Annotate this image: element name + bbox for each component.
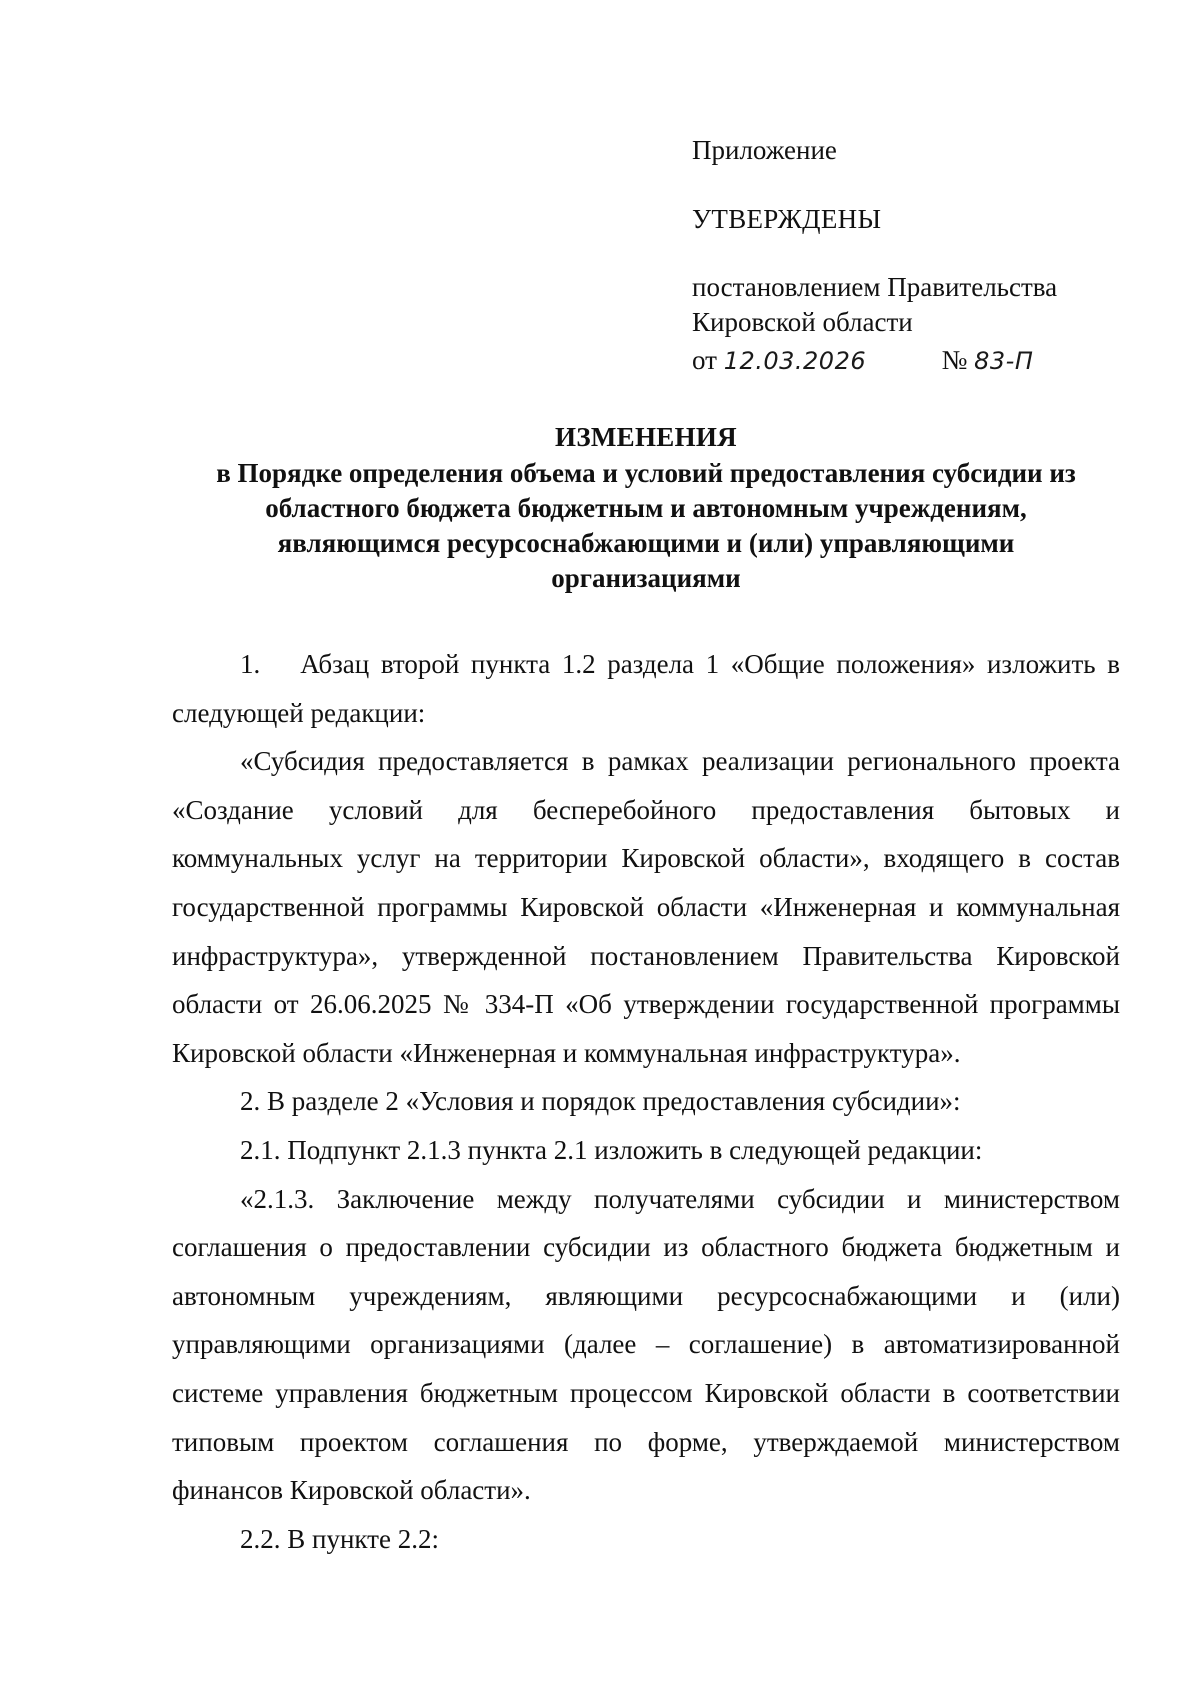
decree-line-2: Кировской области bbox=[692, 307, 913, 337]
decree-date-number-line bbox=[692, 340, 1132, 381]
document-title: ИЗМЕНЕНИЯ bbox=[555, 422, 737, 452]
approved-label: УТВЕРЖДЕНЫ bbox=[692, 204, 882, 234]
document-heading bbox=[172, 418, 1120, 596]
paragraph-1-number: 1. bbox=[240, 649, 261, 679]
paragraph-3: 2. В разделе 2 «Условия и порядок предоставления субсидии»: bbox=[240, 1086, 961, 1117]
handwritten-number: 83-П bbox=[974, 347, 1034, 375]
subtitle-line: организациями bbox=[551, 563, 741, 593]
decree-line-1: постановлением Правительства bbox=[692, 272, 1058, 302]
paragraph-2: «Субсидия предоставляется в рамках реализации регионального проекта «Создание условий для бесперебойного предоставления бытовых и коммунальных услуг на территории Кировской области», входящего в состав государственной программы Кировской области «Инженерная и коммунальная инфраструктура», утвержденной постановлением Правительства Кировской области от 26.06.2025 № 334-П «Об утверждении государственной программы Кировской области «Инженерная и коммунальная инфраструктура». bbox=[172, 746, 1120, 1068]
appendix-label: Приложение bbox=[692, 135, 837, 165]
subtitle-line: в Порядке определения объема и условий предоставления субсидии из bbox=[216, 458, 1076, 488]
date-prefix: от bbox=[692, 345, 717, 375]
paragraph-1-text: Абзац второй пункта 1.2 раздела 1 «Общие положения» изложить в следующей редакции: bbox=[172, 649, 1120, 728]
paragraph-6: 2.2. В пункте 2.2: bbox=[240, 1523, 439, 1554]
paragraph-4: 2.1. Подпункт 2.1.3 пункта 2.1 изложить в следующей редакции: bbox=[240, 1134, 983, 1165]
number-prefix: № bbox=[941, 345, 968, 375]
subtitle-line: являющимся ресурсоснабжающими и (или) управляющими bbox=[277, 528, 1015, 558]
subtitle-line: областного бюджета бюджетным и автономным учреждениям, bbox=[265, 493, 1027, 523]
approval-block bbox=[692, 133, 1132, 381]
paragraph-1 bbox=[172, 640, 1120, 737]
document-body bbox=[172, 640, 1120, 1563]
handwritten-date: 12.03.2026 bbox=[723, 347, 867, 375]
paragraph-5: «2.1.3. Заключение между получателями субсидии и министерством соглашения о предоставлении субсидии из областного бюджета бюджетным и автономным учреждениям, являющими ресурсоснабжающими и (или) управляющими организациями (далее – соглашение) в автоматизированной системе управления бюджетным процессом Кировской области в соответствии типовым проектом соглашения по форме, утверждаемой министерством финансов Кировской области». bbox=[172, 1183, 1120, 1506]
